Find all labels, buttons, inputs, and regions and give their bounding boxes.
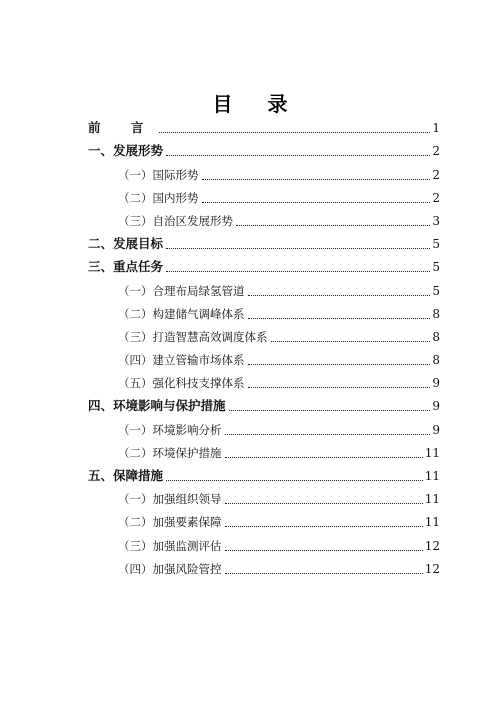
dot-leader xyxy=(248,295,431,296)
dot-leader xyxy=(225,434,431,435)
toc-entry-page-number: 9 xyxy=(432,399,440,414)
toc-entry-page-number: 8 xyxy=(432,306,440,321)
toc-entry-label: 四、环境影响与保护措施 xyxy=(88,398,226,414)
dot-leader xyxy=(236,225,430,226)
toc-entry-label: （三）加强监测评估 xyxy=(118,538,222,553)
toc-entry-page-number: 5 xyxy=(432,237,440,252)
toc-section[interactable] xyxy=(88,229,440,252)
table-of-contents xyxy=(88,113,440,577)
toc-section[interactable] xyxy=(88,136,440,159)
toc-subsection[interactable] xyxy=(88,438,440,461)
toc-subsection[interactable] xyxy=(88,507,440,530)
toc-entry-page-number: 11 xyxy=(424,492,440,507)
dot-leader xyxy=(271,341,431,342)
toc-entry-label: （三）打造智慧高效调度体系 xyxy=(118,329,268,344)
dot-leader xyxy=(225,550,423,551)
toc-entry-label: 一、发展形势 xyxy=(88,143,164,159)
dot-leader xyxy=(166,480,423,481)
toc-entry-page-number: 11 xyxy=(424,445,440,460)
toc-entry-label: 二、发展目标 xyxy=(88,236,164,252)
toc-entry-label: 三、重点任务 xyxy=(88,259,164,275)
toc-subsection[interactable] xyxy=(88,275,440,298)
dot-leader xyxy=(225,503,423,504)
toc-subsection[interactable] xyxy=(88,299,440,322)
dot-leader xyxy=(229,410,431,411)
toc-entry-label: 前 言 xyxy=(88,120,157,136)
dot-leader xyxy=(248,387,431,388)
toc-subsection[interactable] xyxy=(88,530,440,553)
dot-leader xyxy=(248,318,431,319)
toc-section[interactable] xyxy=(88,113,440,136)
toc-entry-label: （三）自治区发展形势 xyxy=(118,213,233,228)
toc-entry-page-number: 12 xyxy=(424,538,440,553)
toc-subsection[interactable] xyxy=(88,322,440,345)
toc-entry-label: 五、保障措施 xyxy=(88,468,164,483)
toc-entry-page-number: 9 xyxy=(432,422,440,437)
toc-entry-page-number: 11 xyxy=(424,469,440,483)
toc-entry-label: （二）国内形势 xyxy=(118,190,199,205)
dot-leader xyxy=(225,573,423,574)
toc-section[interactable] xyxy=(88,391,440,414)
dot-leader xyxy=(159,132,430,133)
toc-entry-page-number: 9 xyxy=(432,376,440,391)
dot-leader xyxy=(248,364,431,365)
dot-leader xyxy=(225,526,423,527)
toc-entry-page-number: 2 xyxy=(432,167,440,182)
toc-subsection[interactable] xyxy=(88,159,440,182)
toc-entry-page-number: 8 xyxy=(432,329,440,344)
page-title: 目 录 xyxy=(212,92,302,116)
toc-entry-label: （二）构建储气调峰体系 xyxy=(118,306,245,321)
toc-entry-label: （一）国际形势 xyxy=(118,167,199,182)
toc-entry-label: （一）环境影响分析 xyxy=(118,422,222,437)
toc-entry-label: （五）强化科技支撑体系 xyxy=(118,376,245,391)
toc-entry-page-number: 1 xyxy=(432,121,440,136)
toc-subsection[interactable] xyxy=(88,206,440,229)
toc-subsection[interactable] xyxy=(88,368,440,391)
toc-entry-page-number: 2 xyxy=(432,144,440,159)
toc-section[interactable] xyxy=(88,461,440,484)
dot-leader xyxy=(202,179,431,180)
toc-section[interactable] xyxy=(88,252,440,275)
toc-entry-page-number: 5 xyxy=(432,283,440,298)
toc-entry-label: （一）加强组织领导 xyxy=(118,492,222,507)
toc-subsection[interactable] xyxy=(88,414,440,437)
toc-entry-label: （二）环境保护措施 xyxy=(118,445,222,460)
toc-subsection[interactable] xyxy=(88,345,440,368)
toc-entry-page-number: 2 xyxy=(432,190,440,205)
dot-leader xyxy=(166,248,430,249)
dot-leader xyxy=(202,202,431,203)
toc-subsection[interactable] xyxy=(88,554,440,577)
toc-entry-label: （一）合理布局绿氢管道 xyxy=(118,283,245,298)
toc-entry-label: （四）加强风险管控 xyxy=(118,561,222,576)
toc-subsection[interactable] xyxy=(88,484,440,507)
dot-leader xyxy=(166,271,430,272)
toc-entry-page-number: 12 xyxy=(424,561,440,576)
toc-entry-page-number: 11 xyxy=(424,515,440,530)
toc-subsection[interactable] xyxy=(88,183,440,206)
dot-leader xyxy=(225,457,423,458)
toc-entry-label: （四）建立管输市场体系 xyxy=(118,353,245,368)
toc-entry-page-number: 3 xyxy=(432,213,440,228)
toc-entry-page-number: 8 xyxy=(432,353,440,368)
dot-leader xyxy=(166,155,430,156)
toc-entry-page-number: 5 xyxy=(432,260,440,275)
toc-entry-label: （二）加强要素保障 xyxy=(118,515,222,530)
